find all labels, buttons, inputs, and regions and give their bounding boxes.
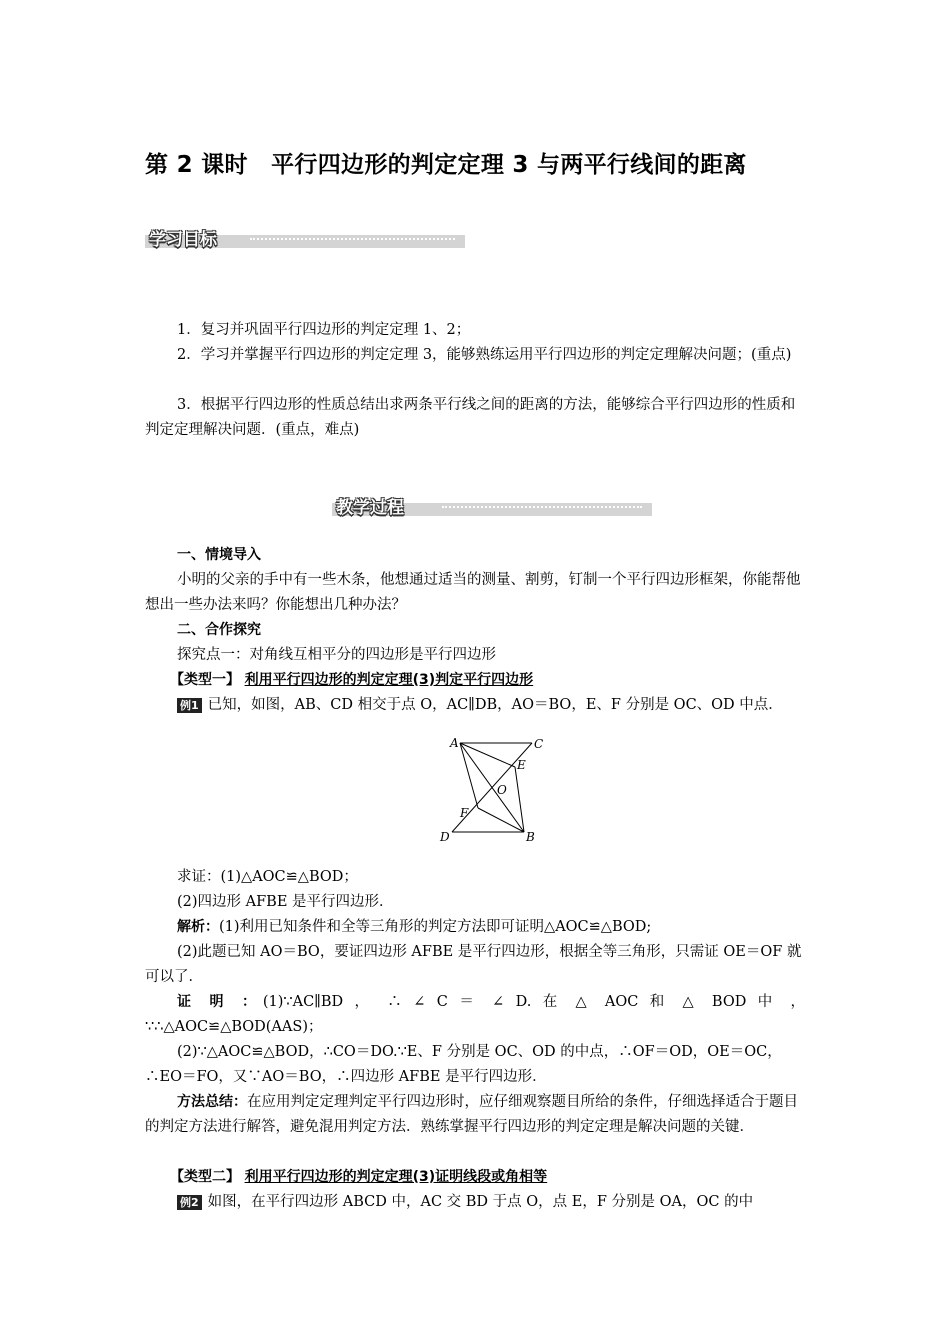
analysis-1: 解析：(1)利用已知条件和全等三角形的判定方法即可证明△AOC≌△BOD; <box>177 919 652 935</box>
label-E: E <box>517 758 526 772</box>
prove-2: (2)四边形 AFBE 是平行四边形． <box>177 894 394 910</box>
section2-heading: 二、合作探究 <box>177 622 261 638</box>
type2-title: 利用平行四边形的判定定理(3)证明线段或角相等 <box>244 1169 548 1185</box>
analysis-tag: 解析： <box>177 919 219 935</box>
example1-text: 已知，如图，AB、CD 相交于点 O，AC∥DB，AO＝BO，E、F 分别是 OC、OD 中点． <box>207 697 783 713</box>
analysis-2: (2)此题已知 AO＝BO，要证四边形 AFBE 是平行四边形，根据全等三角形，只需证 OE＝OF 就可以了． <box>145 944 802 985</box>
section1-heading: 一、情境导入 <box>177 547 261 563</box>
label-O: O <box>497 783 507 797</box>
example2-badge: 例2 <box>177 1195 202 1210</box>
proof-1a: 证 明 ：(1)∵AC∥BD ， ∴ ∠ C ＝ ∠ D. 在 △ AOC 和 △ BOD 中 ， <box>177 994 806 1010</box>
type1-line <box>170 668 805 693</box>
type1-tag: 【类型一】 <box>170 672 240 688</box>
process-banner <box>332 498 652 518</box>
label-C: C <box>534 737 544 751</box>
method-summary: 方法总结：在应用判定定理判定平行四边形时，应仔细观察题目所给的条件，仔细选择适合于题目的判定方法进行解答，避免混用判定方法．熟练掌握平行四边形的判定定理是解决问题的关键． <box>145 1094 798 1135</box>
goals-banner-label: 学习目标 <box>149 230 217 250</box>
process-banner-label: 教学过程 <box>336 498 404 518</box>
goal-item-2: 2．学习并掌握平行四边形的判定定理 3，能够熟练运用平行四边形的判定定理解决问题；(重点) <box>177 347 792 363</box>
example2-text: 如图，在平行四边形 ABCD 中，AC 交 BD 于点 O，点 E，F 分别是 OA，OC 的中 <box>207 1194 754 1210</box>
label-B: B <box>526 830 535 844</box>
proof-2: (2)∵△AOC≌△BOD，∴CO＝DO.∵E、F 分别是 OC、OD 的中点，∴OF＝OD，OE＝OC，∴EO＝FO，又∵AO＝BO，∴四边形 AFBE 是平行四边形． <box>145 1044 782 1085</box>
summary-tag: 方法总结： <box>177 1094 247 1110</box>
goals-banner <box>145 230 465 250</box>
label-A: A <box>450 736 459 750</box>
type2-line <box>170 1165 805 1190</box>
goal-item-1: 1．复习并巩固平行四边形的判定定理 1、2； <box>177 322 471 338</box>
proof-tag: 证 明 ： <box>177 994 263 1010</box>
label-D: D <box>440 830 450 844</box>
prove-1: 求证：(1)△AOC≌△BOD； <box>177 869 358 885</box>
label-F: F <box>460 806 469 820</box>
section1-text: 小明的父亲的手中有一些木条，他想通过适当的测量、割剪，钉制一个平行四边形框架，你能帮他想出一些办法来吗？你能想出几种办法？ <box>145 572 801 613</box>
goal-item-3: 3．根据平行四边形的性质总结出求两条平行线之间的距离的方法，能够综合平行四边形的性质和判定定理解决问题．(重点，难点) <box>145 397 796 438</box>
proof-1b: ∵∴△AOC≌△BOD(AAS)； <box>145 1019 323 1035</box>
page-title: 第 2 课时 平行四边形的判定定理 3 与两平行线间的距离 <box>145 152 747 178</box>
type1-title: 利用平行四边形的判定定理(3)判定平行四边形 <box>244 672 534 688</box>
example1-figure <box>432 734 552 844</box>
type2-tag: 【类型二】 <box>170 1169 240 1185</box>
example2 <box>145 1190 805 1215</box>
example1-badge: 例1 <box>177 698 202 713</box>
explore-point-1: 探究点一：对角线互相平分的四边形是平行四边形 <box>177 647 496 663</box>
example1 <box>145 693 805 718</box>
